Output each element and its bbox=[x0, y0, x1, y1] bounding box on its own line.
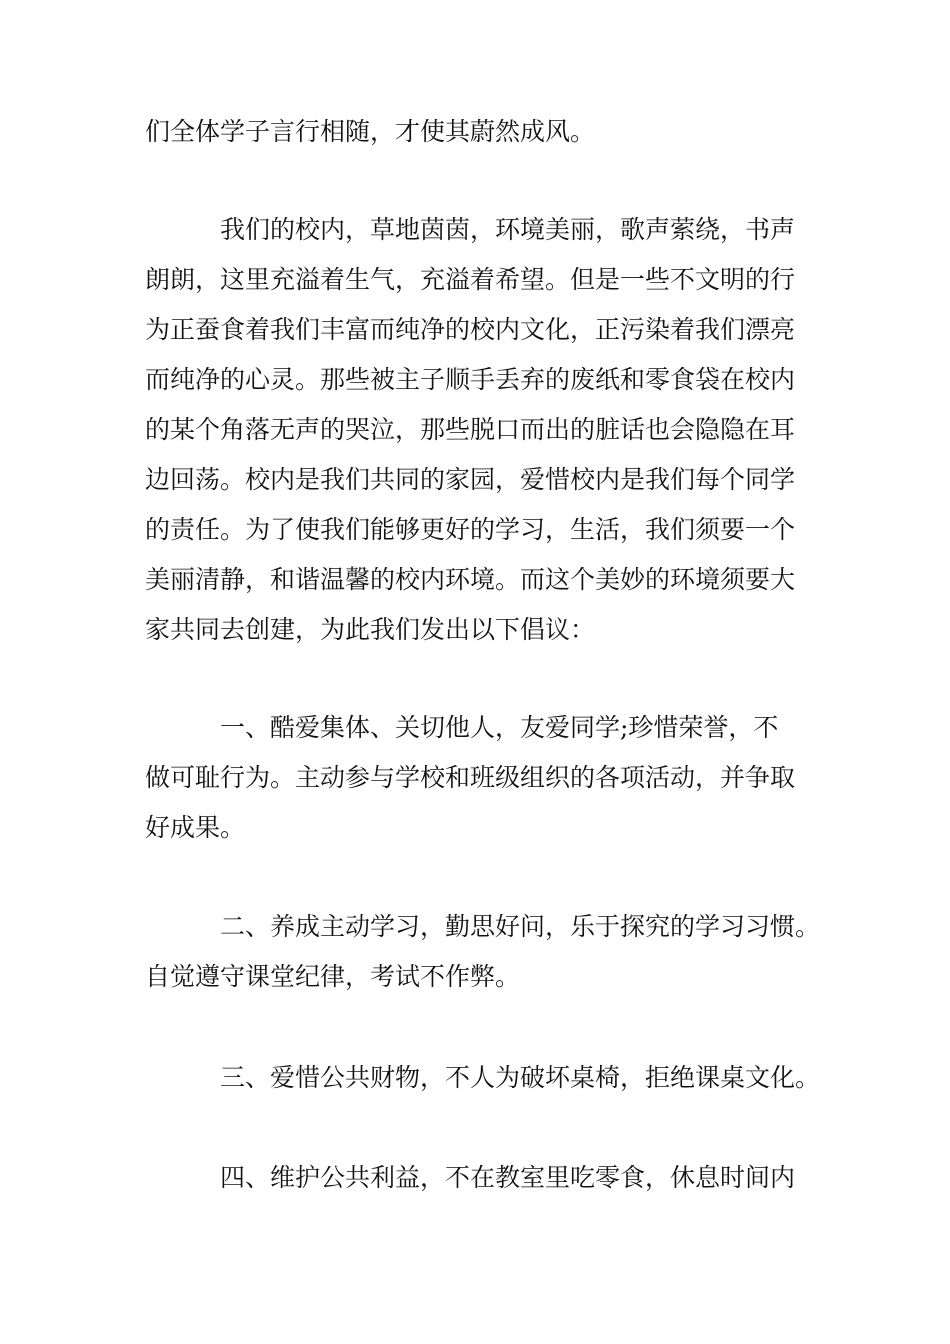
paragraph-line: 四、维护公共利益，不在教室里吃零食，休息时间内 bbox=[220, 1163, 796, 1192]
paragraph-line: 一、酷爱集体、关切他人，友爱同学;珍惜荣誉，不 bbox=[220, 713, 779, 742]
paragraph-line: 做可耻行为。主动参与学校和班级组织的各项活动，并争取 bbox=[145, 763, 796, 792]
paragraph-line: 自觉遵守课堂纪律，考试不作弊。 bbox=[145, 962, 521, 991]
paragraph-line: 而纯净的心灵。那些被主子顺手丢弃的废纸和零食袋在校内 bbox=[145, 365, 796, 394]
paragraph-line: 我们的校内，草地茵茵，环境美丽，歌声萦绕，书声 bbox=[220, 215, 796, 244]
paragraph-line: 好成果。 bbox=[145, 813, 246, 842]
paragraph-line: 美丽清静，和谐温馨的校内环境。而这个美妙的环境须要大 bbox=[145, 565, 796, 594]
paragraph-line: 三、爱惜公共财物，不人为破坏桌椅，拒绝课桌文化。 bbox=[220, 1063, 821, 1092]
paragraph-line: 朗朗，这里充溢着生气，充溢着希望。但是一些不文明的行 bbox=[145, 265, 796, 294]
paragraph-line: 的某个角落无声的哭泣，那些脱口而出的脏话也会隐隐在耳 bbox=[145, 415, 796, 444]
paragraph-line: 边回荡。校内是我们共同的家园，爱惜校内是我们每个同学 bbox=[145, 465, 796, 494]
paragraph-line: 们全体学子言行相随，才使其蔚然成风。 bbox=[145, 117, 596, 146]
paragraph-line: 家共同去创建，为此我们发出以下倡议： bbox=[145, 615, 596, 644]
paragraph-line: 二、养成主动学习，勤思好问，乐于探究的学习习惯。 bbox=[220, 912, 821, 941]
paragraph-line: 的责任。为了使我们能够更好的学习，生活，我们须要一个 bbox=[145, 515, 796, 544]
paragraph-line: 为正蚕食着我们丰富而纯净的校内文化，正污染着我们漂亮 bbox=[145, 315, 796, 344]
